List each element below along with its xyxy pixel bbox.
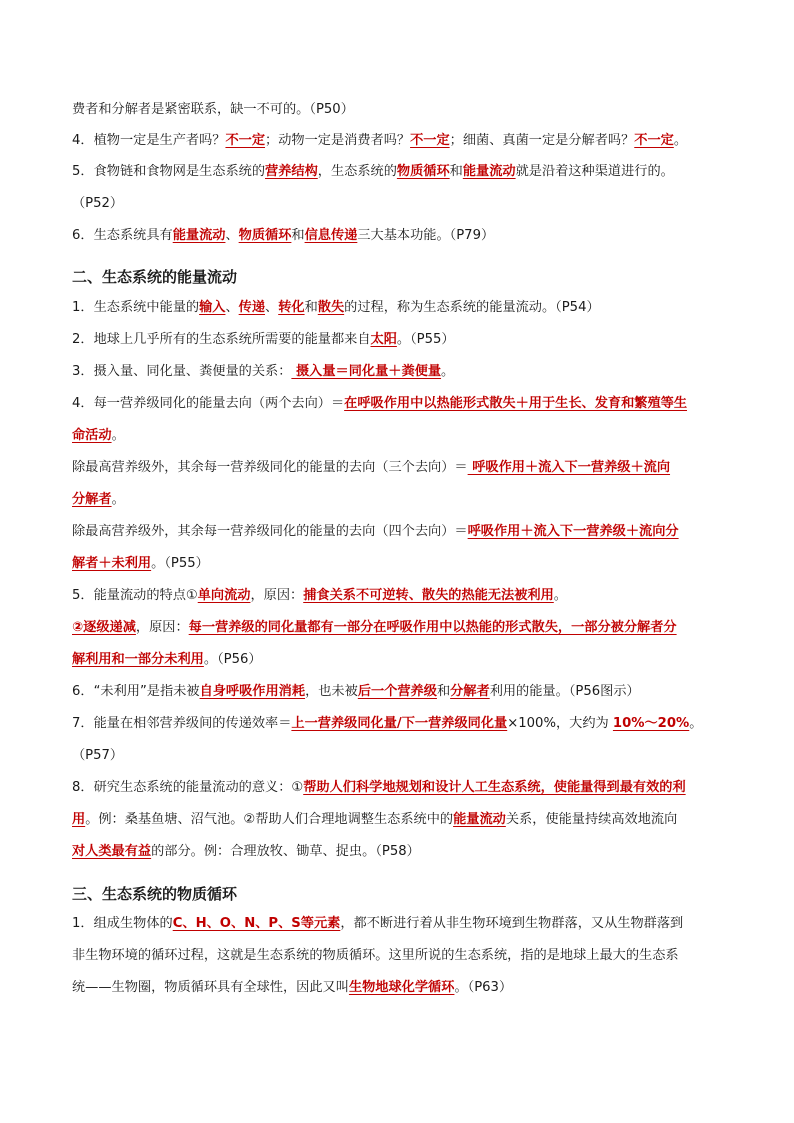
- answer-highlight: 转化: [278, 300, 305, 315]
- section-heading: [72, 267, 732, 287]
- text-line: [72, 490, 732, 510]
- text-segment: 。: [441, 364, 455, 379]
- text-line: [72, 842, 732, 862]
- text-line: [72, 682, 732, 702]
- text-segment: ，原因：: [250, 588, 304, 603]
- answer-highlight: 散失: [317, 300, 345, 315]
- answer-highlight: 10%～20%: [612, 716, 690, 731]
- answer-highlight: 在呼吸作用中以热能形式散失＋用于生长、发育和繁殖等生: [344, 396, 688, 411]
- text-segment: ，都不断进行着从非生物环境到生物群落，又从生物群落到: [340, 916, 684, 931]
- text-line: [72, 426, 732, 446]
- text-segment: 、: [225, 228, 239, 243]
- answer-highlight: 生物地球化学循环: [348, 980, 455, 995]
- text-line: [72, 194, 732, 214]
- text-segment: ；动物一定是消费者吗？: [265, 133, 411, 148]
- answer-highlight: 解利用和一部分未利用: [72, 652, 204, 667]
- text-segment: 三大基本功能。（P79）: [357, 228, 495, 243]
- text-segment: 就是沿着这种渠道进行的。: [515, 164, 674, 179]
- text-line: [72, 618, 732, 638]
- text-segment: ×100%，大约为: [507, 716, 613, 731]
- text-segment: 非生物环境的循环过程，这就是生态系统的物质循环。这里所说的生态系统，指的是地球上最大的生态系: [72, 948, 679, 963]
- answer-highlight: 帮助人们科学地规划和设计人工生态系统，使能量得到最有效的利: [303, 780, 686, 795]
- text-segment: 关系，使能量持续高效地流向: [505, 812, 678, 827]
- text-line: [72, 810, 732, 830]
- text-segment: ，生态系统的: [317, 164, 397, 179]
- answer-highlight: 输入: [199, 300, 226, 315]
- text-segment: 二、生态系统的能量流动: [72, 268, 238, 286]
- text-line: [72, 914, 732, 934]
- text-segment: 7．能量在相邻营养级间的传递效率＝: [72, 716, 292, 731]
- text-segment: 利用的能量。（P56图示）: [489, 684, 640, 699]
- answer-highlight: 能量流动: [462, 164, 516, 179]
- answer-highlight: ②逐级递减: [72, 620, 136, 635]
- text-segment: 1．组成生物体的: [72, 916, 173, 931]
- text-segment: 的过程，称为生态系统的能量流动。（P54）: [344, 300, 600, 315]
- answer-highlight: 能量流动: [453, 812, 506, 827]
- text-segment: 。（P55）: [396, 332, 455, 347]
- answer-highlight: 太阳: [370, 332, 397, 347]
- text-line: [72, 778, 732, 798]
- text-line: [72, 362, 732, 382]
- section-heading: [72, 884, 732, 904]
- answer-highlight: 呼吸作用＋流入下一营养级＋流向: [467, 460, 671, 475]
- text-segment: 。: [553, 588, 567, 603]
- text-segment: 、: [265, 300, 279, 315]
- text-segment: 费者和分解者是紧密联系，缺一不可的。（P50）: [72, 102, 354, 117]
- text-line: [72, 298, 732, 318]
- answer-highlight: 营养结构: [265, 164, 318, 179]
- answer-highlight: 每一营养级的同化量都有一部分在呼吸作用中以热能的形式散失，一部分被分解者分: [188, 620, 677, 635]
- text-segment: 除最高营养级外，其余每一营养级同化的能量的去向（四个去向）＝: [72, 524, 468, 539]
- answer-highlight: 传递: [238, 300, 266, 315]
- text-line: [72, 586, 732, 606]
- text-line: [72, 100, 732, 120]
- text-line: [72, 714, 732, 734]
- text-segment: 和: [304, 300, 318, 315]
- text-segment: 8．研究生态系统的能量流动的意义：①: [72, 780, 304, 795]
- text-line: [72, 978, 732, 998]
- text-line: [72, 458, 732, 478]
- answer-highlight: 物质循环: [396, 164, 450, 179]
- text-segment: 。（P63）: [454, 980, 513, 995]
- text-segment: 2．地球上几乎所有的生态系统所需要的能量都来自: [72, 332, 371, 347]
- answer-highlight: 不一定: [410, 133, 450, 148]
- text-segment: 4．植物一定是生产者吗？: [72, 133, 226, 148]
- text-segment: 的部分。例：合理放牧、锄草、捉虫。（P58）: [151, 844, 420, 859]
- text-segment: 。: [111, 428, 125, 443]
- text-segment: 三、生态系统的物质循环: [72, 885, 238, 903]
- text-segment: ，也未被: [305, 684, 358, 699]
- text-line: [72, 394, 732, 414]
- answer-highlight: 对人类最有益: [72, 844, 152, 859]
- answer-highlight: 物质循环: [238, 228, 292, 243]
- text-segment: 6．生态系统具有: [72, 228, 173, 243]
- text-line: [72, 131, 732, 151]
- text-segment: （P57）: [72, 748, 124, 763]
- text-segment: 和: [436, 684, 451, 699]
- answer-highlight: 分解者: [72, 492, 112, 507]
- answer-highlight: 不一定: [634, 133, 674, 148]
- text-segment: 、: [225, 300, 239, 315]
- text-segment: ，原因：: [135, 620, 189, 635]
- text-segment: 3．摄入量、同化量、粪便量的关系：: [72, 364, 292, 379]
- answer-highlight: 单向流动: [197, 588, 251, 603]
- text-line: [72, 650, 732, 670]
- answer-highlight: 不一定: [225, 133, 266, 148]
- text-segment: 和: [291, 228, 305, 243]
- text-line: [72, 746, 732, 766]
- answer-highlight: 摄入量＝同化量＋粪便量: [291, 364, 442, 379]
- text-segment: 5．食物链和食物网是生态系统的: [72, 164, 266, 179]
- text-segment: 1．生态系统中能量的: [72, 300, 200, 315]
- text-segment: 除最高营养级外，其余每一营养级同化的能量的去向（三个去向）＝: [72, 460, 468, 475]
- answer-highlight: 分解者: [450, 684, 490, 699]
- text-segment: ；细菌、真菌一定是分解者吗？: [449, 133, 635, 148]
- text-line: [72, 522, 732, 542]
- text-line: [72, 162, 732, 182]
- answer-highlight: 命活动: [72, 428, 112, 443]
- text-segment: 。（P55）: [151, 556, 209, 571]
- answer-highlight: 捕食关系不可逆转、散失的热能无法被利用: [303, 588, 554, 603]
- text-segment: 4．每一营养级同化的能量去向（两个去向）＝: [72, 396, 345, 411]
- text-line: [72, 554, 732, 574]
- text-line: [72, 226, 732, 246]
- text-segment: 统——生物圈，物质循环具有全球性，因此又叫: [72, 980, 349, 995]
- answer-highlight: 用: [72, 812, 86, 827]
- text-line: [72, 946, 732, 966]
- text-segment: 。例：桑基鱼塘、沼气池。②帮助人们合理地调整生态系统中的: [85, 812, 454, 827]
- answer-highlight: 信息传递: [304, 228, 358, 243]
- text-segment: 和: [449, 164, 463, 179]
- text-segment: 6．“未利用”是指未被: [72, 684, 200, 699]
- text-segment: 。: [673, 133, 688, 148]
- text-segment: 。: [111, 492, 125, 507]
- answer-highlight: 后一个营养级: [357, 684, 437, 699]
- text-segment: 。（P56）: [203, 652, 262, 667]
- text-line: [72, 330, 732, 350]
- text-segment: 5．能量流动的特点①: [72, 588, 198, 603]
- text-segment: （P52）: [72, 196, 124, 211]
- answer-highlight: C、H、O、N、P、S等元素: [172, 916, 341, 931]
- answer-highlight: 能量流动: [172, 228, 226, 243]
- text-segment: 。: [689, 716, 703, 731]
- answer-highlight: 自身呼吸作用消耗: [199, 684, 306, 699]
- answer-highlight: 上一营养级同化量/下一营养级同化量: [291, 716, 508, 731]
- answer-highlight: 解者＋未利用: [72, 556, 152, 571]
- answer-highlight: 呼吸作用＋流入下一营养级＋流向分: [467, 524, 679, 539]
